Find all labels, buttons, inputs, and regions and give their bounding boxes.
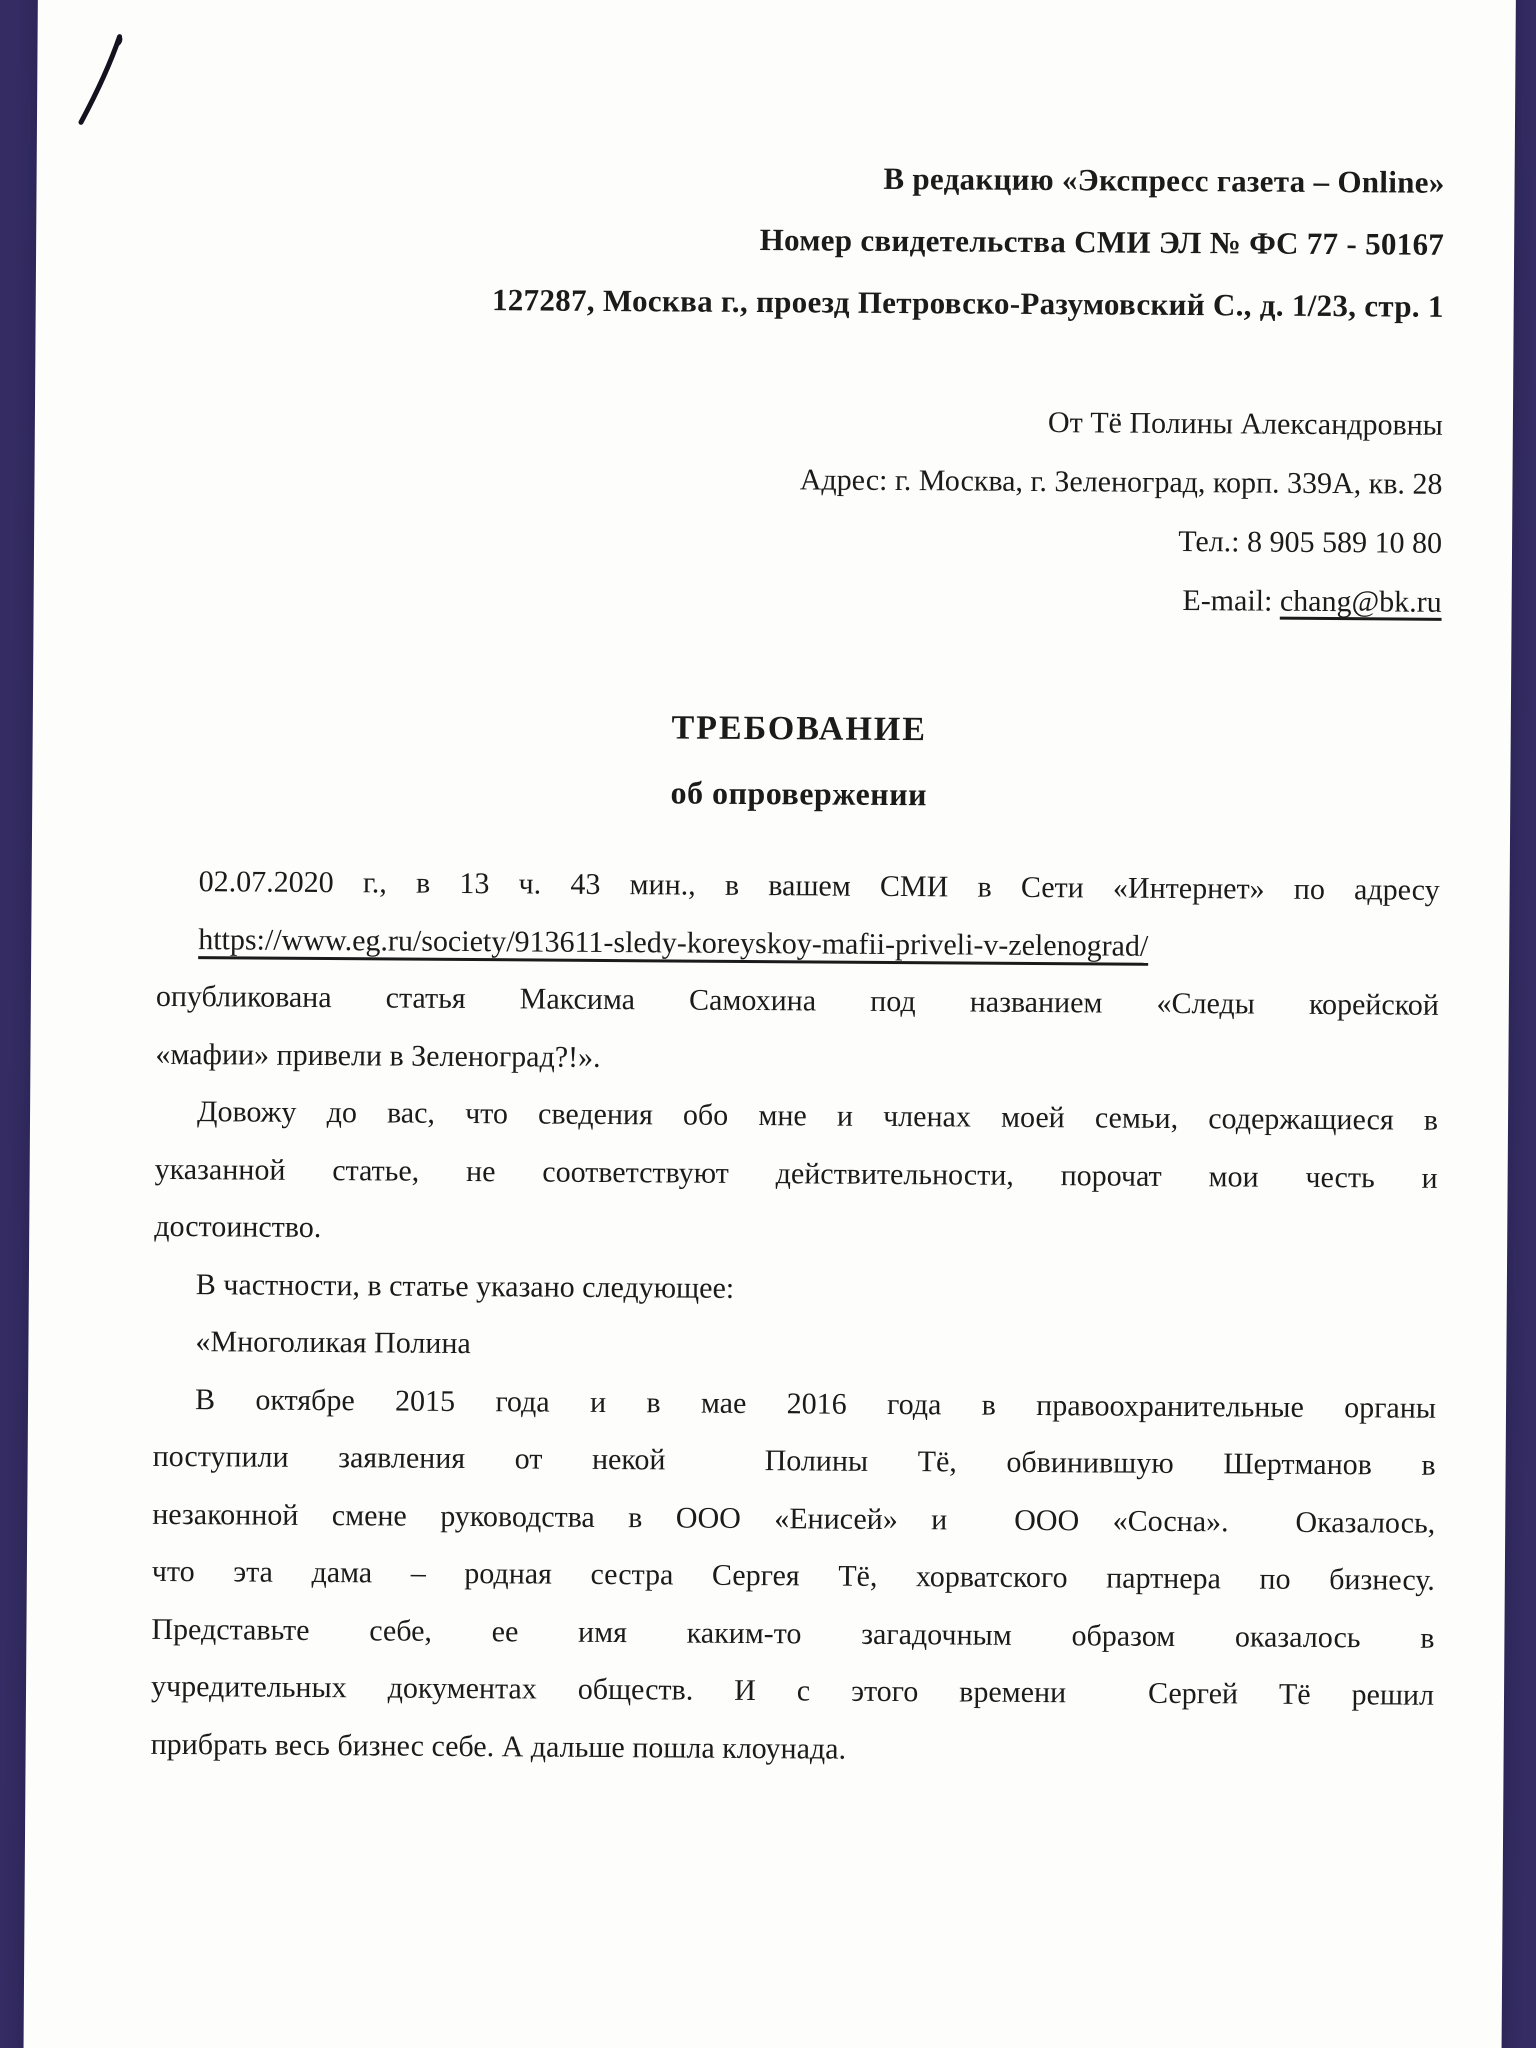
body-line: учредительных документах обществ. И с этого времени Сергей Тё решил <box>150 1669 1435 1712</box>
sender-lines <box>159 387 1443 573</box>
recipient-address-block <box>161 143 1445 338</box>
body-line: опубликована статья Максима Самохина под названием «Следы корейской <box>155 979 1439 1022</box>
recipient-line: В редакцию «Экспресс газета – Online» <box>883 160 1445 200</box>
article-url-line: https://www.eg.ru/society/913611-sledy-koreyskoy-mafii-priveli-v-zelenograd/ <box>198 922 1149 963</box>
body-line: поступили заявления от некой Полины Тё, обвинившую Шертманов в <box>152 1439 1436 1482</box>
document-title: ТРЕБОВАНИЕ <box>671 709 928 749</box>
body-line: достоинство. <box>154 1209 322 1245</box>
email-address-link: chang@bk.ru <box>1279 584 1442 619</box>
body-line: указанной статье, не соответствуют действительности, порочат мои честь и <box>154 1152 1438 1195</box>
sender-info-block <box>158 387 1443 632</box>
body-line: «Многоликая Полина <box>195 1325 471 1361</box>
document-page <box>23 0 1516 2048</box>
letter-content <box>25 0 1516 1782</box>
recipient-line: Номер свидетельства СМИ ЭЛ № ФС 77 - 50167 <box>759 222 1445 262</box>
body-line: В октябре 2015 года и в мае 2016 года в правоохранительные органы <box>194 1382 1437 1425</box>
recipient-line: 127287, Москва г., проезд Петровско-Разумовский С., д. 1/23, стр. 1 <box>491 282 1444 324</box>
body-line: «мафии» привели в Зеленоград?!». <box>155 1037 601 1074</box>
sender-line: Тел.: 8 905 589 10 80 <box>1178 524 1443 560</box>
body-line: незаконной смене руководства в ООО «Енисей» и ООО «Сосна». Оказалось, <box>152 1497 1436 1540</box>
sender-email-line <box>158 564 1441 632</box>
email-label: E-mail: <box>1182 584 1281 618</box>
body-line: Довожу до вас, что сведения обо мне и членах моей семьи, содержащиеся в <box>196 1095 1439 1137</box>
sender-line: От Тё Полины Александровны <box>1047 406 1444 442</box>
document-subtitle: об опровержении <box>670 774 928 813</box>
body-line: В частности, в статье указано следующее: <box>195 1267 735 1305</box>
body-line: Представьте себе, ее имя каким-то загадочным образом оказалось в <box>151 1612 1435 1655</box>
body-line: 02.07.2020 г., в 13 ч. 43 мин., в вашем СМИ в Сети «Интернет» по адресу <box>198 865 1440 907</box>
body-line: прибрать весь бизнес себе. А дальше пошла клоунада. <box>150 1727 847 1766</box>
body-line: что эта дама – родная сестра Сергея Тё, хорватского партнера по бизнесу. <box>151 1554 1435 1597</box>
sender-line: Адрес: г. Москва, г. Зеленоград, корп. 339А, кв. 28 <box>799 463 1443 501</box>
letter-body <box>150 853 1439 1782</box>
